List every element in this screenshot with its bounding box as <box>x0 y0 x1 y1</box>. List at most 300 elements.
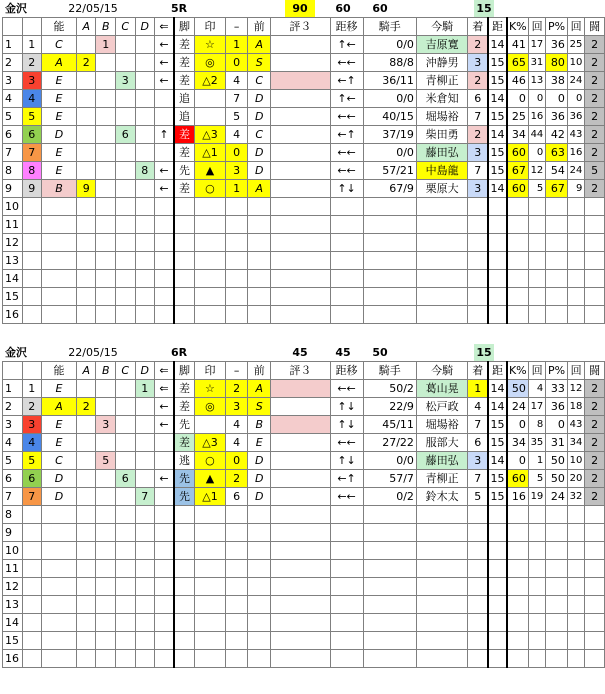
row-number: 16 <box>3 306 23 324</box>
cell-c <box>115 632 135 650</box>
cell-zen: D <box>248 488 271 506</box>
cell-kp <box>507 596 529 614</box>
cell-kyo <box>330 614 363 632</box>
cell-kai: 35 <box>528 434 545 452</box>
cell-b: 1 <box>96 36 116 54</box>
cell-pp: 50 <box>546 452 568 470</box>
cell-a: 2 <box>76 398 96 416</box>
gate-number <box>22 234 42 252</box>
cell-tou: 2 <box>585 380 605 398</box>
cell-a <box>76 434 96 452</box>
cell-b <box>96 126 116 144</box>
cell-chaku <box>468 506 489 524</box>
cell-kyo: ←← <box>330 162 363 180</box>
cell-arr <box>155 488 175 506</box>
cell-nou: C <box>42 452 77 470</box>
cell-tou: 2 <box>585 470 605 488</box>
cell-arr <box>155 198 175 216</box>
cell-kai <box>528 542 545 560</box>
cell-hyo <box>271 234 331 252</box>
cell-kai: 5 <box>528 180 545 198</box>
cell-kyaku: 追 <box>174 90 195 108</box>
cell-kisyu <box>363 524 416 542</box>
cell-mark: ○ <box>195 180 226 198</box>
cell-pp <box>546 306 568 324</box>
cell-mark: △3 <box>195 126 226 144</box>
cell-kai: 17 <box>528 398 545 416</box>
cell-d <box>135 180 155 198</box>
cell-arr <box>155 524 175 542</box>
cell-kp: 16 <box>507 488 529 506</box>
cell-hyo <box>271 270 331 288</box>
cell-tou: 2 <box>585 90 605 108</box>
cell-kon <box>416 252 467 270</box>
table-row <box>3 270 605 288</box>
column-header: 距 <box>488 362 506 380</box>
cell-b: 3 <box>96 416 116 434</box>
row-number: 14 <box>3 614 23 632</box>
cell-a: 2 <box>76 54 96 72</box>
cell-kai2 <box>567 596 584 614</box>
cell-zen: D <box>248 144 271 162</box>
cell-kai2: 9 <box>567 180 584 198</box>
column-header: C <box>115 362 135 380</box>
cell-c <box>115 216 135 234</box>
cell-m2 <box>225 216 248 234</box>
cell-pp <box>546 560 568 578</box>
cell-hyo <box>271 90 331 108</box>
cell-kon: 堀場裕 <box>416 416 467 434</box>
cell-b <box>96 108 116 126</box>
cell-kon: 米倉知 <box>416 90 467 108</box>
cell-d <box>135 434 155 452</box>
cell-chaku: 4 <box>468 398 489 416</box>
cell-a <box>76 524 96 542</box>
cell-b <box>96 542 116 560</box>
cell-tou <box>585 252 605 270</box>
cell-c <box>115 596 135 614</box>
table-row <box>3 398 605 416</box>
gate-number <box>22 596 42 614</box>
cell-nou <box>42 270 77 288</box>
cell-nou: D <box>42 488 77 506</box>
cell-pp <box>546 288 568 306</box>
cell-chaku: 1 <box>468 380 489 398</box>
cell-d <box>135 398 155 416</box>
cell-c <box>115 306 135 324</box>
cell-d <box>135 614 155 632</box>
cell-a <box>76 632 96 650</box>
cell-hyo <box>271 416 331 434</box>
cell-kisyu: 57/21 <box>363 162 416 180</box>
cell-hyo <box>271 488 331 506</box>
cell-kai <box>528 524 545 542</box>
cell-a <box>76 488 96 506</box>
cell-kai2: 18 <box>567 398 584 416</box>
gate-number <box>22 270 42 288</box>
table-row <box>3 614 605 632</box>
cell-mark <box>195 506 226 524</box>
cell-m2: 4 <box>225 72 248 90</box>
cell-m2: 1 <box>225 180 248 198</box>
cell-kyaku <box>174 306 195 324</box>
cell-pp <box>546 198 568 216</box>
gate-number: 4 <box>22 90 42 108</box>
cell-d <box>135 288 155 306</box>
cell-zen: B <box>248 416 271 434</box>
cell-chaku: 3 <box>468 54 489 72</box>
column-header: C <box>115 18 135 36</box>
cell-hyo <box>271 126 331 144</box>
cell-kyori <box>488 288 506 306</box>
cell-kai2: 20 <box>567 470 584 488</box>
distance-score: 15 <box>474 344 494 361</box>
cell-kisyu: 88/8 <box>363 54 416 72</box>
cell-zen <box>248 506 271 524</box>
cell-tou <box>585 560 605 578</box>
column-header: K% <box>507 18 529 36</box>
row-number: 6 <box>3 470 23 488</box>
cell-m2 <box>225 542 248 560</box>
cell-tou <box>585 198 605 216</box>
cell-kon <box>416 542 467 560</box>
cell-m2: 7 <box>225 90 248 108</box>
cell-m2 <box>225 650 248 668</box>
cell-zen: E <box>248 434 271 452</box>
cell-kyo <box>330 234 363 252</box>
table-row <box>3 506 605 524</box>
table-row <box>3 54 605 72</box>
cell-arr <box>155 650 175 668</box>
cell-nou <box>42 632 77 650</box>
cell-zen <box>248 270 271 288</box>
cell-kp <box>507 198 529 216</box>
cell-kai: 31 <box>528 54 545 72</box>
cell-kp <box>507 306 529 324</box>
cell-kp <box>507 578 529 596</box>
cell-a <box>76 380 96 398</box>
gate-number <box>22 542 42 560</box>
cell-kyori <box>488 506 506 524</box>
row-number: 5 <box>3 452 23 470</box>
column-header: 騎手 <box>363 362 416 380</box>
cell-zen <box>248 306 271 324</box>
cell-kyo: ←← <box>330 488 363 506</box>
cell-kyo <box>330 288 363 306</box>
cell-kon <box>416 234 467 252</box>
cell-nou <box>42 252 77 270</box>
gate-number: 4 <box>22 434 42 452</box>
cell-c <box>115 542 135 560</box>
cell-chaku: 7 <box>468 108 489 126</box>
cell-kyo: ←← <box>330 108 363 126</box>
cell-b <box>96 506 116 524</box>
cell-kyo: ←↑ <box>330 72 363 90</box>
cell-hyo <box>271 632 331 650</box>
cell-kp <box>507 650 529 668</box>
cell-kai2: 32 <box>567 488 584 506</box>
cell-kai2: 0 <box>567 90 584 108</box>
cell-m2: 1 <box>225 36 248 54</box>
cell-chaku: 5 <box>468 488 489 506</box>
cell-d <box>135 470 155 488</box>
cell-kai2 <box>567 578 584 596</box>
cell-tou: 2 <box>585 108 605 126</box>
cell-hyo <box>271 144 331 162</box>
race-number: 5R <box>170 2 188 15</box>
cell-d <box>135 632 155 650</box>
cell-mark <box>195 650 226 668</box>
cell-zen: A <box>248 36 271 54</box>
cell-arr <box>155 216 175 234</box>
cell-m2: 4 <box>225 126 248 144</box>
cell-a <box>76 72 96 90</box>
cell-kyo: ↑↓ <box>330 416 363 434</box>
cell-kisyu <box>363 506 416 524</box>
cell-zen: A <box>248 380 271 398</box>
row-number: 2 <box>3 398 23 416</box>
cell-kai <box>528 578 545 596</box>
cell-kp <box>507 560 529 578</box>
cell-m2: 2 <box>225 470 248 488</box>
cell-kyori <box>488 198 506 216</box>
gate-number: 1 <box>22 380 42 398</box>
column-header: 評３ <box>271 18 331 36</box>
cell-nou <box>42 542 77 560</box>
cell-kp: 65 <box>507 54 529 72</box>
race-header <box>2 344 605 361</box>
cell-arr <box>155 90 175 108</box>
cell-nou <box>42 234 77 252</box>
cell-kai: 19 <box>528 488 545 506</box>
cell-chaku <box>468 650 489 668</box>
cell-kyori <box>488 578 506 596</box>
cell-d <box>135 144 155 162</box>
cell-m2: 0 <box>225 452 248 470</box>
cell-kisyu: 0/0 <box>363 144 416 162</box>
cell-b <box>96 614 116 632</box>
column-header: A <box>76 362 96 380</box>
cell-arr: ← <box>155 470 175 488</box>
cell-c <box>115 380 135 398</box>
cell-kai: 0 <box>528 144 545 162</box>
cell-kisyu: 45/11 <box>363 416 416 434</box>
cell-b <box>96 198 116 216</box>
column-header: K% <box>507 362 529 380</box>
cell-kai2 <box>567 270 584 288</box>
cell-nou: E <box>42 434 77 452</box>
cell-tou: 2 <box>585 36 605 54</box>
cell-kp: 0 <box>507 452 529 470</box>
column-header: 騎手 <box>363 18 416 36</box>
cell-arr <box>155 542 175 560</box>
cell-kyori <box>488 632 506 650</box>
cell-kai <box>528 288 545 306</box>
cell-c <box>115 614 135 632</box>
cell-kai2 <box>567 288 584 306</box>
cell-mark <box>195 108 226 126</box>
cell-kyaku <box>174 288 195 306</box>
cell-kai: 17 <box>528 36 545 54</box>
cell-tou <box>585 524 605 542</box>
row-number: 6 <box>3 126 23 144</box>
cell-kp: 67 <box>507 162 529 180</box>
cell-hyo <box>271 596 331 614</box>
table-row <box>3 632 605 650</box>
cell-mark <box>195 524 226 542</box>
gate-number: 5 <box>22 108 42 126</box>
cell-kai2: 43 <box>567 126 584 144</box>
cell-kp: 0 <box>507 416 529 434</box>
cell-arr <box>155 288 175 306</box>
cell-c <box>115 288 135 306</box>
cell-kyaku: 先 <box>174 488 195 506</box>
column-header: B <box>96 362 116 380</box>
cell-kp <box>507 234 529 252</box>
cell-chaku: 7 <box>468 470 489 488</box>
cell-zen <box>248 650 271 668</box>
gate-number <box>22 306 42 324</box>
cell-kisyu <box>363 234 416 252</box>
cell-kai2: 24 <box>567 72 584 90</box>
cell-kai <box>528 216 545 234</box>
cell-mark <box>195 632 226 650</box>
gate-number: 8 <box>22 162 42 180</box>
cell-pp: 24 <box>546 488 568 506</box>
cell-chaku <box>468 578 489 596</box>
cell-mark: △3 <box>195 434 226 452</box>
column-header: 着 <box>468 18 489 36</box>
cell-kyaku: 先 <box>174 416 195 434</box>
cell-a <box>76 650 96 668</box>
cell-zen <box>248 252 271 270</box>
column-header: B <box>96 18 116 36</box>
table-row <box>3 578 605 596</box>
cell-kp <box>507 252 529 270</box>
cell-a <box>76 470 96 488</box>
cell-hyo <box>271 162 331 180</box>
cell-hyo <box>271 470 331 488</box>
cell-pp <box>546 542 568 560</box>
cell-c <box>115 578 135 596</box>
cell-pp: 33 <box>546 380 568 398</box>
cell-hyo <box>271 180 331 198</box>
score-1: 90 <box>285 0 315 17</box>
cell-kp: 24 <box>507 398 529 416</box>
cell-chaku <box>468 632 489 650</box>
cell-c <box>115 252 135 270</box>
cell-nou <box>42 614 77 632</box>
cell-kon: 柴田勇 <box>416 126 467 144</box>
cell-kon: 中島龍 <box>416 162 467 180</box>
table-row <box>3 416 605 434</box>
cell-kisyu: 0/2 <box>363 488 416 506</box>
cell-c <box>115 54 135 72</box>
cell-hyo <box>271 524 331 542</box>
gate-number: 9 <box>22 180 42 198</box>
gate-number <box>22 506 42 524</box>
cell-kai2 <box>567 542 584 560</box>
cell-hyo <box>271 614 331 632</box>
cell-b <box>96 578 116 596</box>
column-header: 前 <box>248 18 271 36</box>
column-header: 印 <box>195 18 226 36</box>
cell-kyaku <box>174 198 195 216</box>
cell-kisyu <box>363 560 416 578</box>
gate-number: 3 <box>22 72 42 90</box>
cell-nou <box>42 288 77 306</box>
cell-pp: 36 <box>546 36 568 54</box>
cell-arr <box>155 578 175 596</box>
cell-kai: 44 <box>528 126 545 144</box>
cell-kyaku <box>174 252 195 270</box>
gate-number: 3 <box>22 416 42 434</box>
cell-chaku <box>468 234 489 252</box>
cell-c <box>115 452 135 470</box>
cell-a <box>76 452 96 470</box>
table-row <box>3 36 605 54</box>
cell-kyori: 14 <box>488 380 506 398</box>
row-number: 7 <box>3 488 23 506</box>
cell-kyaku <box>174 560 195 578</box>
cell-c <box>115 434 135 452</box>
cell-a <box>76 36 96 54</box>
cell-kyaku <box>174 614 195 632</box>
cell-kyo <box>330 216 363 234</box>
cell-kyo: ↑← <box>330 90 363 108</box>
cell-pp <box>546 270 568 288</box>
gate-number: 5 <box>22 452 42 470</box>
cell-c <box>115 506 135 524</box>
horse-grid <box>2 17 605 324</box>
cell-c <box>115 560 135 578</box>
cell-mark <box>195 596 226 614</box>
cell-kai: 13 <box>528 72 545 90</box>
cell-m2: 3 <box>225 398 248 416</box>
cell-chaku: 2 <box>468 36 489 54</box>
cell-zen <box>248 288 271 306</box>
cell-kisyu <box>363 614 416 632</box>
cell-hyo <box>271 36 331 54</box>
cell-kisyu: 0/0 <box>363 90 416 108</box>
cell-zen: A <box>248 180 271 198</box>
cell-chaku <box>468 596 489 614</box>
cell-chaku: 6 <box>468 90 489 108</box>
cell-zen <box>248 632 271 650</box>
cell-kp: 25 <box>507 108 529 126</box>
cell-m2 <box>225 252 248 270</box>
cell-hyo <box>271 560 331 578</box>
cell-tou: 2 <box>585 54 605 72</box>
cell-a <box>76 216 96 234</box>
cell-pp <box>546 614 568 632</box>
cell-hyo <box>271 288 331 306</box>
cell-pp: 38 <box>546 72 568 90</box>
cell-d <box>135 72 155 90</box>
cell-kai2 <box>567 524 584 542</box>
cell-kisyu: 40/15 <box>363 108 416 126</box>
cell-b <box>96 596 116 614</box>
cell-nou: E <box>42 144 77 162</box>
cell-kai <box>528 506 545 524</box>
cell-zen <box>248 216 271 234</box>
cell-a <box>76 560 96 578</box>
race-number: 6R <box>170 346 188 359</box>
cell-d: 1 <box>135 380 155 398</box>
cell-kyo: ←← <box>330 54 363 72</box>
cell-hyo <box>271 108 331 126</box>
column-header: 距移 <box>330 18 363 36</box>
